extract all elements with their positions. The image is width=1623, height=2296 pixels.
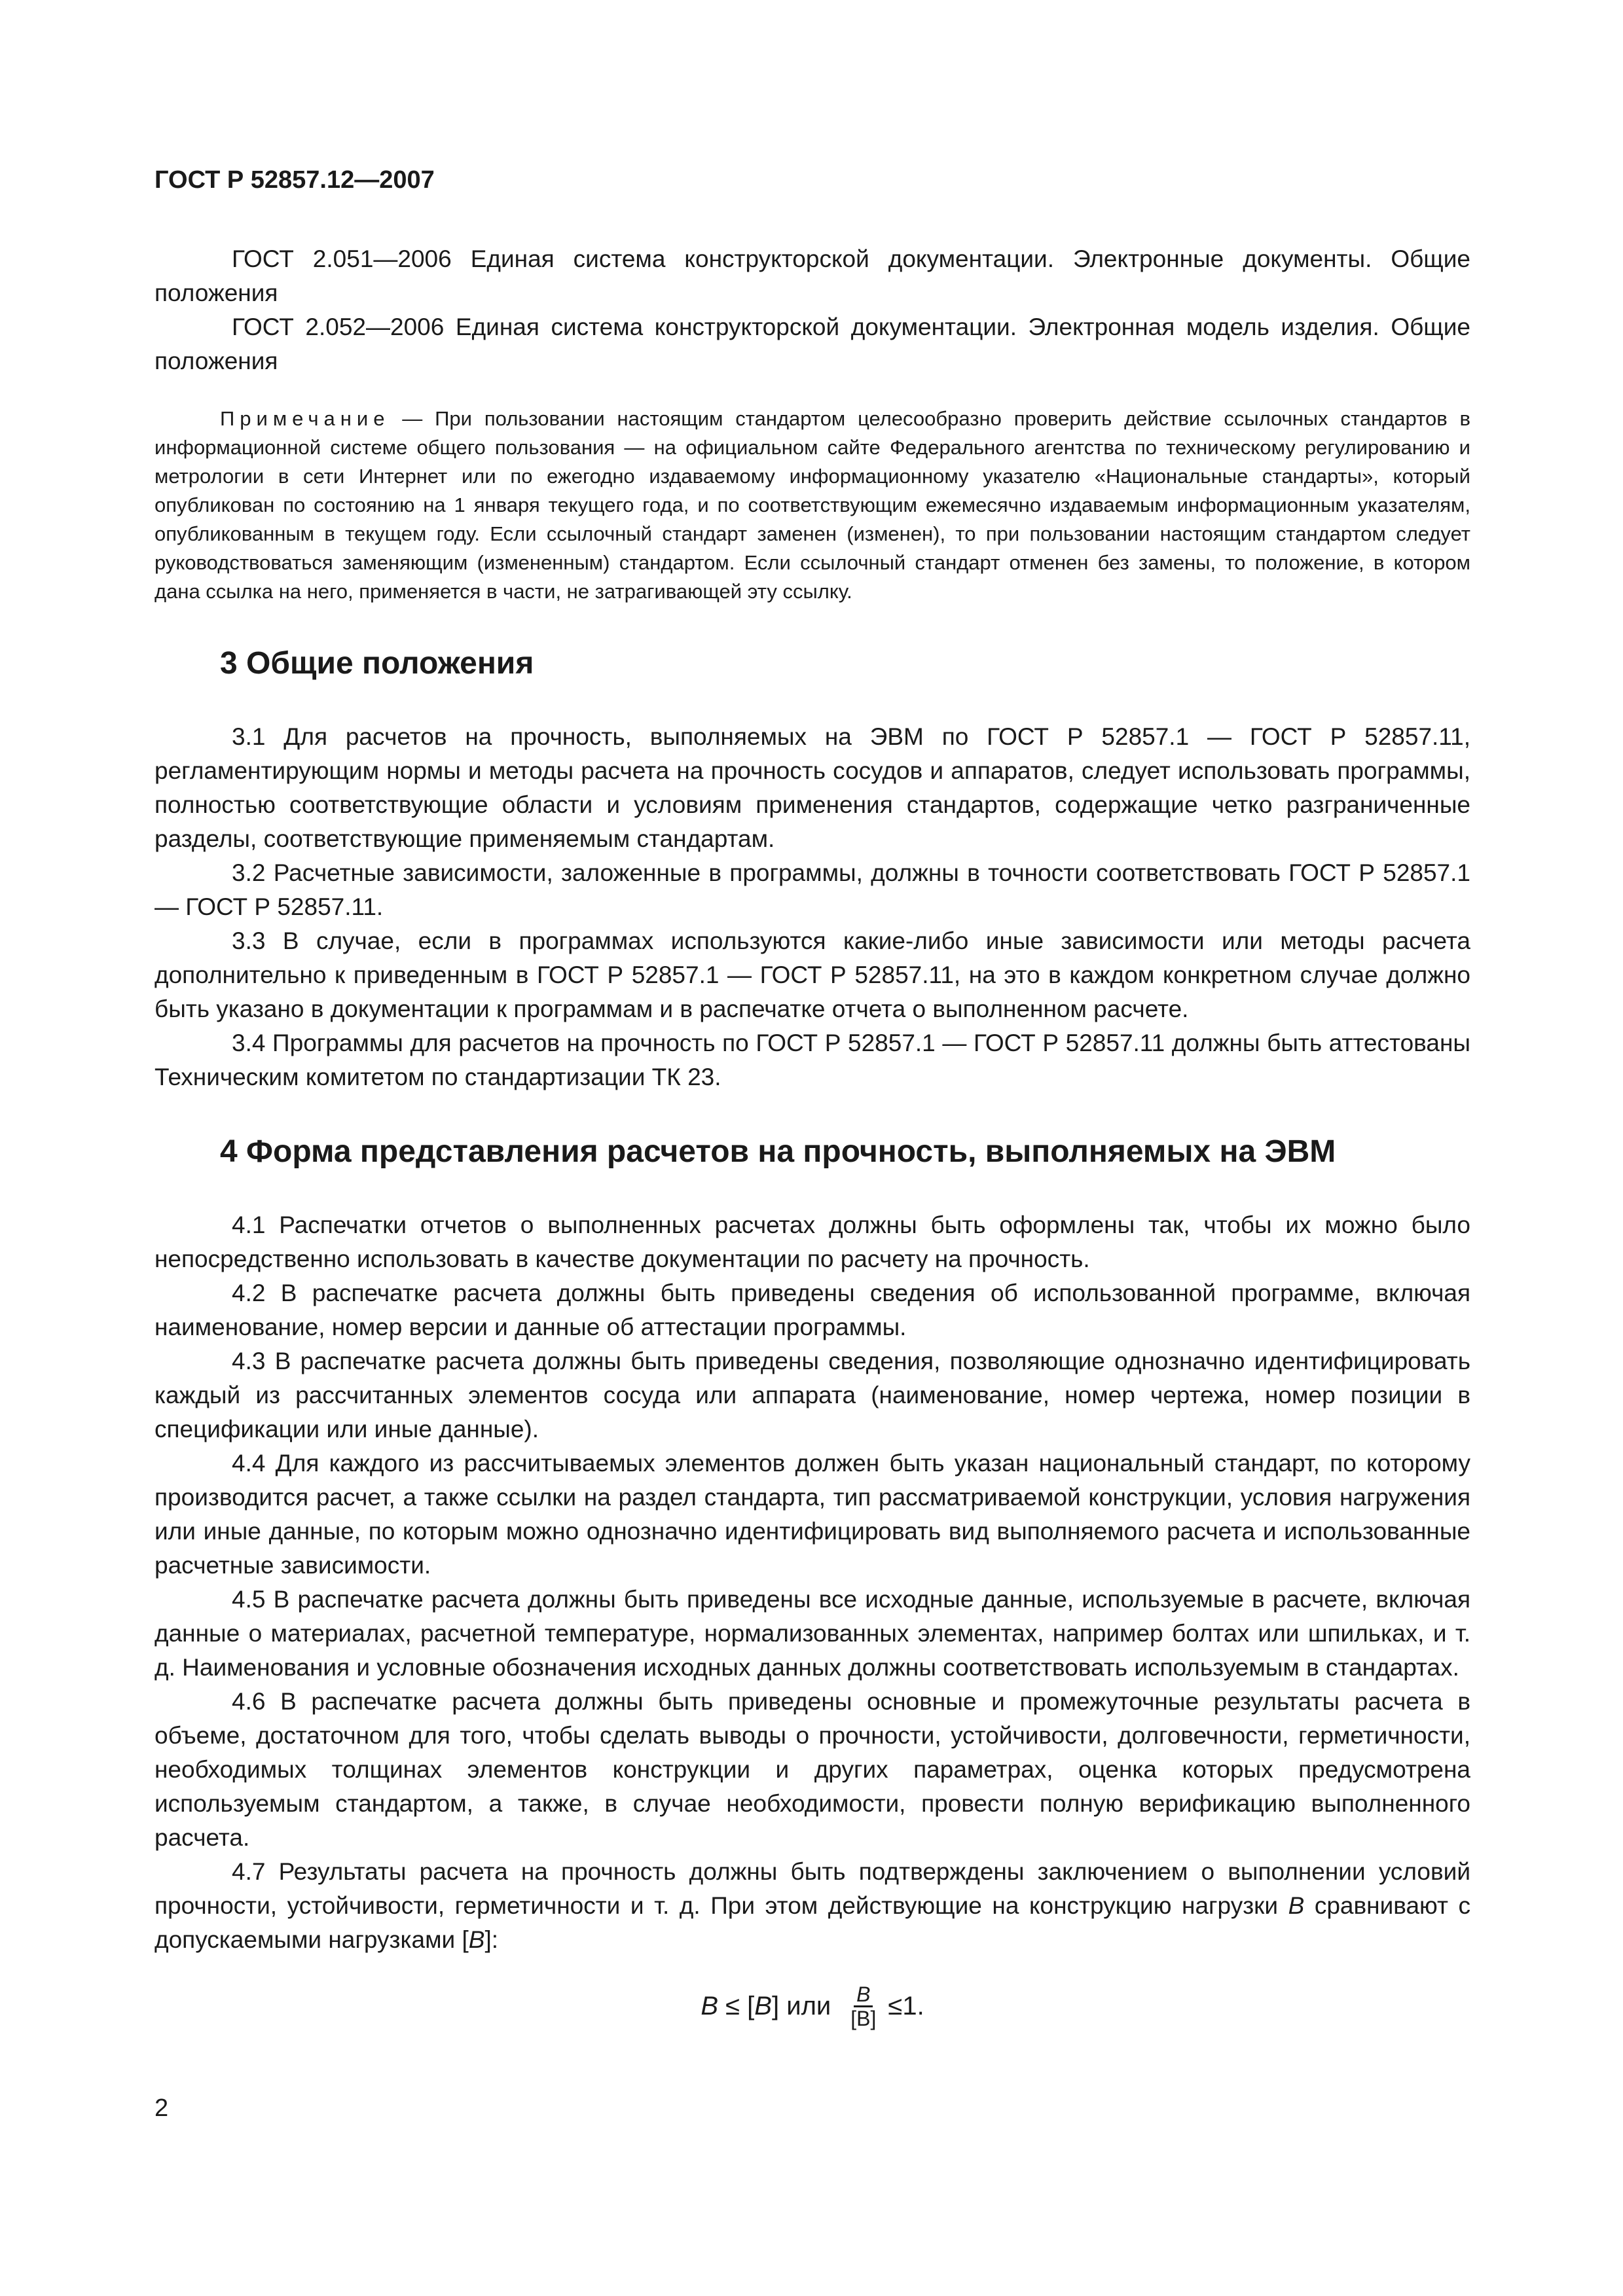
formula-or: или xyxy=(779,1992,831,2020)
paragraph-4-2: 4.2 В распечатке расчета должны быть приведены сведения об использованной программе, включая наименование, номер версии и данные об аттестации программы. xyxy=(155,1280,1470,1340)
paragraph-3-2: 3.2 Расчетные зависимости, заложенные в программы, должны в точности соответствовать ГОСТ Р 52857.1 — ГОСТ Р 52857.11. xyxy=(155,859,1470,920)
fraction-denominator: [B] xyxy=(850,2007,877,2030)
page-header-doc-code: ГОСТ Р 52857.12—2007 xyxy=(155,166,435,194)
formula-fraction xyxy=(848,1983,879,2030)
formula-tail: ≤1. xyxy=(888,1992,924,2020)
paragraph-4-7-mid: сравнивают с допускаемыми нагрузками [ xyxy=(155,1892,1470,1953)
page-number: 2 xyxy=(155,2094,169,2122)
paragraph-4-7-start: 4.7 Результаты расчета на прочность должны быть подтверждены заключением о выполнении условий прочности, устойчивости, герметичности и т. д. При этом действующие на конструкцию нагрузки xyxy=(155,1858,1470,1919)
page-content xyxy=(155,242,1470,2042)
paragraph-4-7-end: ]: xyxy=(484,1926,498,1953)
note-paragraph xyxy=(155,404,1470,606)
paragraph-3-3: 3.3 В случае, если в программах используются какие-либо иные зависимости или методы расчета дополнительно к приведенным в ГОСТ Р 52857.1 — ГОСТ Р 52857.11, на это в каждом конкретном случае должно быть указано в документации к программам и в распечатке отчета о выполненном расчете. xyxy=(155,927,1470,1022)
formula-rbracket: ] xyxy=(771,1992,780,2020)
paragraph-3-1: 3.1 Для расчетов на прочность, выполняемых на ЭВМ по ГОСТ Р 52857.1 — ГОСТ Р 52857.11, регламентирующим нормы и методы расчета на прочность сосудов и аппаратов, следует использовать программы, полностью соответствующие области и условиям применения стандартов, содержащие четко разграниченные разделы, соответствующие применяемым стандартам. xyxy=(155,723,1470,852)
variable-b: B xyxy=(1288,1892,1305,1919)
section-4-title: 4 Форма представления расчетов на прочность, выполняемых на ЭВМ xyxy=(220,1134,1336,1169)
variable-b-allowed: B xyxy=(468,1926,485,1953)
paragraph-4-1: 4.1 Распечатки отчетов о выполненных расчетах должны быть оформлены так, чтобы их можно было непосредственно использовать в качестве документации по расчету на прочность. xyxy=(155,1211,1470,1272)
section-3-title: 3 Общие положения xyxy=(220,646,534,681)
fraction-numerator: B xyxy=(854,1983,873,2007)
normative-references-list xyxy=(155,242,1470,378)
note-text: — При пользовании настоящим стандартом целесообразно проверить действие ссылочных стандартов в информационной системе общего пользования — на официальном сайте Федерального агентства по техническому регулированию и метрологии в сети Интернет или по ежегодно издаваемому информационному указателю «Национальные стандарты», который опубликован по состоянию на 1 января текущего года, и по соответствующим ежемесячно издаваемым информационным указателям, опубликованным в текущем году. Если ссылочный стандарт заменен (изменен), то при пользовании настоящим стандартом следует руководствоваться заменяющим (измененным) стандартом. Если ссылочный стандарт отменен без замены, то положение, в котором дана ссылка на него, применяется в части, не затрагивающей эту ссылку. xyxy=(155,407,1470,603)
section-3-body xyxy=(155,720,1470,1094)
paragraph-3-4: 3.4 Программы для расчетов на прочность по ГОСТ Р 52857.1 — ГОСТ Р 52857.11 должны быть аттестованы Техническим комитетом по стандартизации ТК 23. xyxy=(155,1030,1470,1090)
paragraph-4-4: 4.4 Для каждого из рассчитываемых элементов должен быть указан национальный стандарт, по которому производится расчет, а также ссылки на раздел стандарта, тип рассматриваемой конструкции, условия нагружения или иные данные, по которым можно однозначно идентифицировать вид выполняемого расчета и использованные расчетные зависимости. xyxy=(155,1450,1470,1579)
paragraph-4-3: 4.3 В распечатке расчета должны быть приведены сведения, позволяющие однозначно идентифицировать каждый из рассчитанных элементов сосуда или аппарата (наименование, номер чертежа, номер позиции в спецификации или иные данные). xyxy=(155,1348,1470,1443)
paragraph-4-5: 4.5 В распечатке расчета должны быть приведены все исходные данные, используемые в расчете, включая данные о материалах, расчетной температуре, нормализованных элементах, например болтах или шпильках, и т. д. Наименования и условные обозначения исходных данных должны соответствовать используемым в стандартах. xyxy=(155,1586,1470,1681)
section-4-body xyxy=(155,1208,1470,1957)
reference-item: ГОСТ 2.052—2006 Единая система конструкторской документации. Электронная модель изделия. Общие положения xyxy=(155,314,1470,374)
formula-le: ≤ [ xyxy=(718,1992,755,2020)
strength-condition-formula xyxy=(155,1983,1470,2042)
formula-rhs-var: B xyxy=(754,1992,772,2020)
paragraph-4-6: 4.6 В распечатке расчета должны быть приведены основные и промежуточные результаты расчета в объеме, достаточном для того, чтобы сделать выводы о прочности, устойчивости, долговечности, герметичности, необходимых толщинах элементов конструкции и других параметрах, оценка которых предусмотрена используемым стандартом, а также, в случае необходимости, провести полную верификацию выполненного расчета. xyxy=(155,1688,1470,1851)
paragraph-4-7 xyxy=(155,1855,1470,1957)
formula-lhs-var: B xyxy=(701,1992,718,2020)
note-label: Примечание xyxy=(220,407,390,430)
reference-item: ГОСТ 2.051—2006 Единая система конструкторской документации. Электронные документы. Общие положения xyxy=(155,245,1470,306)
